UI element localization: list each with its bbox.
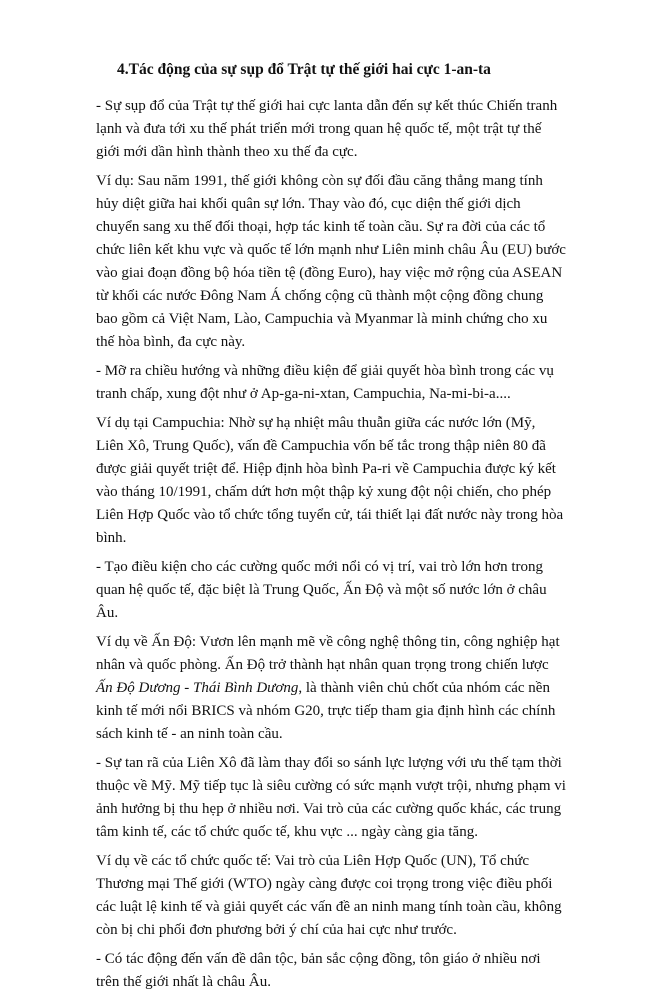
india-text-after: , là thành viên chủ chốt của nhóm các nền kinh tế mới nổi BRICS và nhóm G20, trực tiếp tham gia định hình các chính sách kinh tế - an ninh toàn cầu. xyxy=(96,680,556,742)
paragraph-example-1991: Ví dụ: Sau năm 1991, thế giới không còn sự đối đầu căng thẳng mang tính hủy diệt giữa hai khối quân sự lớn. Thay vào đó, cục diện thế giới dịch chuyển sang xu thế đối thoại, hợp tác kinh tế toàn cầu. Sự ra đời của các tổ chức liên kết khu vực và quốc tế lớn mạnh như Liên minh châu Âu (EU) bước vào giai đoạn đồng bộ hóa tiền tệ (đồng Euro), hay việc mở rộng của ASEAN từ khối các nước Đông Nam Á chống cộng cũ thành một cộng đồng chung bao gồm cả Việt Nam, Lào, Campuchia và Myanmar là minh chứng cho xu thế hòa bình, đa cực này. xyxy=(96,173,566,350)
india-strategy-italic: Ấn Độ Dương - Thái Bình Dương xyxy=(96,680,299,696)
paragraph-peaceful-resolution: - Mỡ ra chiều hướng và những điều kiện để giải quyết hòa bình trong các vụ tranh chấp, xung đột như ở Ap-ga-ni-xtan, Campuchia, Na-mi-bi-a.... xyxy=(96,363,554,402)
paragraph-ethnic-religious: - Có tác động đến vấn đề dân tộc, bản sắc cộng đồng, tôn giáo ở nhiều nơi trên thế giới nhất là châu Âu. xyxy=(96,951,541,990)
paragraph-emerging-powers: - Tạo điều kiện cho các cường quốc mới nổi có vị trí, vai trò lớn hơn trong quan hệ quốc tế, đặc biệt là Trung Quốc, Ấn Độ và một số nước lớn ở châu Âu. xyxy=(96,559,547,621)
document-body xyxy=(96,95,566,1000)
india-text-before: Ví dụ về Ấn Độ: Vươn lên mạnh mẽ về công nghệ thông tin, công nghiệp hạt nhân và quốc phòng. Ấn Độ trở thành hạt nhân quan trọng trong chiến lược xyxy=(96,634,560,673)
paragraph-example-organizations: Ví dụ về các tổ chức quốc tế: Vai trò của Liên Hợp Quốc (UN), Tổ chức Thương mại Thế giới (WTO) ngày càng được coi trọng trong việc điều phối các luật lệ kinh tế và giải quyết các vấn đề an ninh mang tính toàn cầu, không còn bị chi phối đơn phương bởi ý chí của hai cực như trước. xyxy=(96,853,562,938)
paragraph-example-india xyxy=(96,631,566,746)
section-heading: 4.Tác động của sự sụp đổ Trật tự thế giới hai cực 1-an-ta xyxy=(117,61,491,78)
paragraph-impact-multipolar: - Sự sụp đổ của Trật tự thế giới hai cực lanta dẫn đến sự kết thúc Chiến tranh lạnh và đưa tới xu thế phát triển mới trong quan hệ quốc tế, một trật tự thế giới mới dần hình thành theo xu thế đa cực. xyxy=(96,98,558,160)
paragraph-ussr-collapse: - Sự tan rã của Liên Xô đã làm thay đổi so sánh lực lượng với ưu thế tạm thời thuộc về Mỹ. Mỹ tiếp tục là siêu cường có sức mạnh vượt trội, nhưng phạm vi ảnh hưởng bị thu hẹp ở nhiều nơi. Vai trò của các cường quốc khác, các trung tâm kinh tế, các tổ chức quốc tế, khu vực ... ngày càng gia tăng. xyxy=(96,755,566,840)
paragraph-example-cambodia: Ví dụ tại Campuchia: Nhờ sự hạ nhiệt mâu thuẫn giữa các nước lớn (Mỹ, Liên Xô, Trung Quốc), vấn đề Campuchia vốn bế tắc trong thập niên 80 đã được giải quyết triệt để. Hiệp định hòa bình Pa-ri về Campuchia được ký kết vào tháng 10/1991, chấm dứt hơn một thập kỷ xung đột nội chiến, cho phép Liên Hợp Quốc vào tổ chức tổng tuyển cử, tái thiết lại đất nước này trong hòa bình. xyxy=(96,415,564,546)
